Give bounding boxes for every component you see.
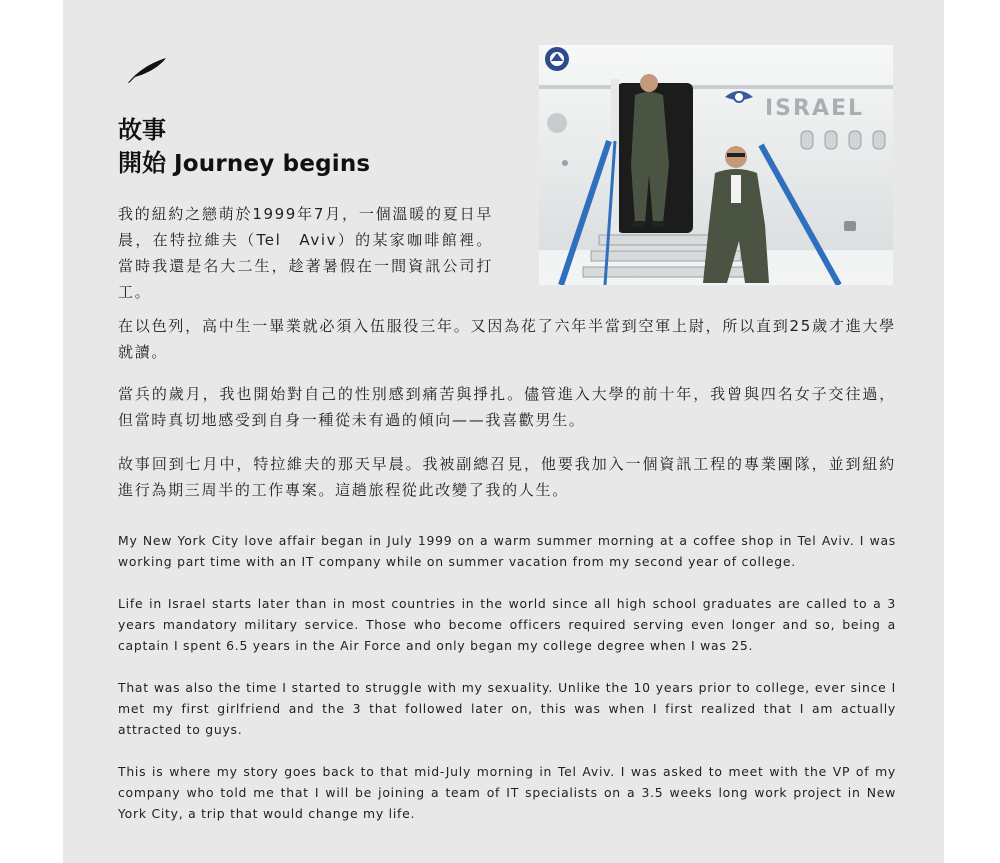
- title-line-1: 故事: [118, 116, 166, 144]
- fuselage-text: ISRAEL: [765, 96, 865, 121]
- paragraph-en-2: Life in Israel starts later than in most countries in the world since all high school graduates are called to a 3 years mandatory military service. Those who become officers required serving even longer and so, being a captain I spent 6.5 years in the Air Force and only began my college degree when I was 25.: [118, 596, 896, 653]
- title-english: Journey begins: [174, 151, 371, 177]
- paragraph-zh-3: 當兵的歲月，我也開始對自己的性別感到痛苦與掙扎。儘管進入大學的前十年，我曾與四名女子交往過，但當時真切地感受到自身一種從未有過的傾向——我喜歡男生。: [118, 385, 896, 429]
- paragraph-en-3: That was also the time I started to struggle with my sexuality. Unlike the 10 years prior to college, ever since I met my first girlfriend and the 3 that followed later on, this was when I first realized that I am actually attracted to guys.: [118, 680, 896, 737]
- article-title: [118, 114, 370, 181]
- paragraph-zh-1: 我的紐約之戀萌於1999年7月，一個溫暖的夏日早晨，在特拉維夫（Tel Aviv）的某家咖啡館裡。當時我還是名大二生，趁著暑假在一間資訊公司打工。: [118, 205, 493, 301]
- paragraph-en-4: This is where my story goes back to that mid-July morning in Tel Aviv. I was asked to meet with the VP of my company who told me that I will be joining a team of IT specialists on a 3.5 weeks long work project in New York City, a trip that would change my life.: [118, 764, 896, 821]
- quill-icon: [127, 56, 167, 84]
- airplane-photo: [539, 45, 893, 285]
- airplane-illustration: [539, 45, 893, 285]
- paragraph-en-1: My New York City love affair began in July 1999 on a warm summer morning at a coffee shop in Tel Aviv. I was working part time with an IT company while on summer vacation from my second year of college.: [118, 533, 896, 569]
- title-line-2: 開始: [118, 149, 166, 177]
- paragraph-zh-2: 在以色列，高中生一畢業就必須入伍服役三年。又因為花了六年半當到空軍上尉，所以直到25歲才進大學就讀。: [118, 317, 896, 361]
- paragraph-zh-4: 故事回到七月中，特拉維夫的那天早晨。我被副總召見，他要我加入一個資訊工程的專業團隊，並到紐約進行為期三周半的工作專案。這趟旅程從此改變了我的人生。: [118, 455, 896, 499]
- emblem-left-icon: [545, 47, 569, 71]
